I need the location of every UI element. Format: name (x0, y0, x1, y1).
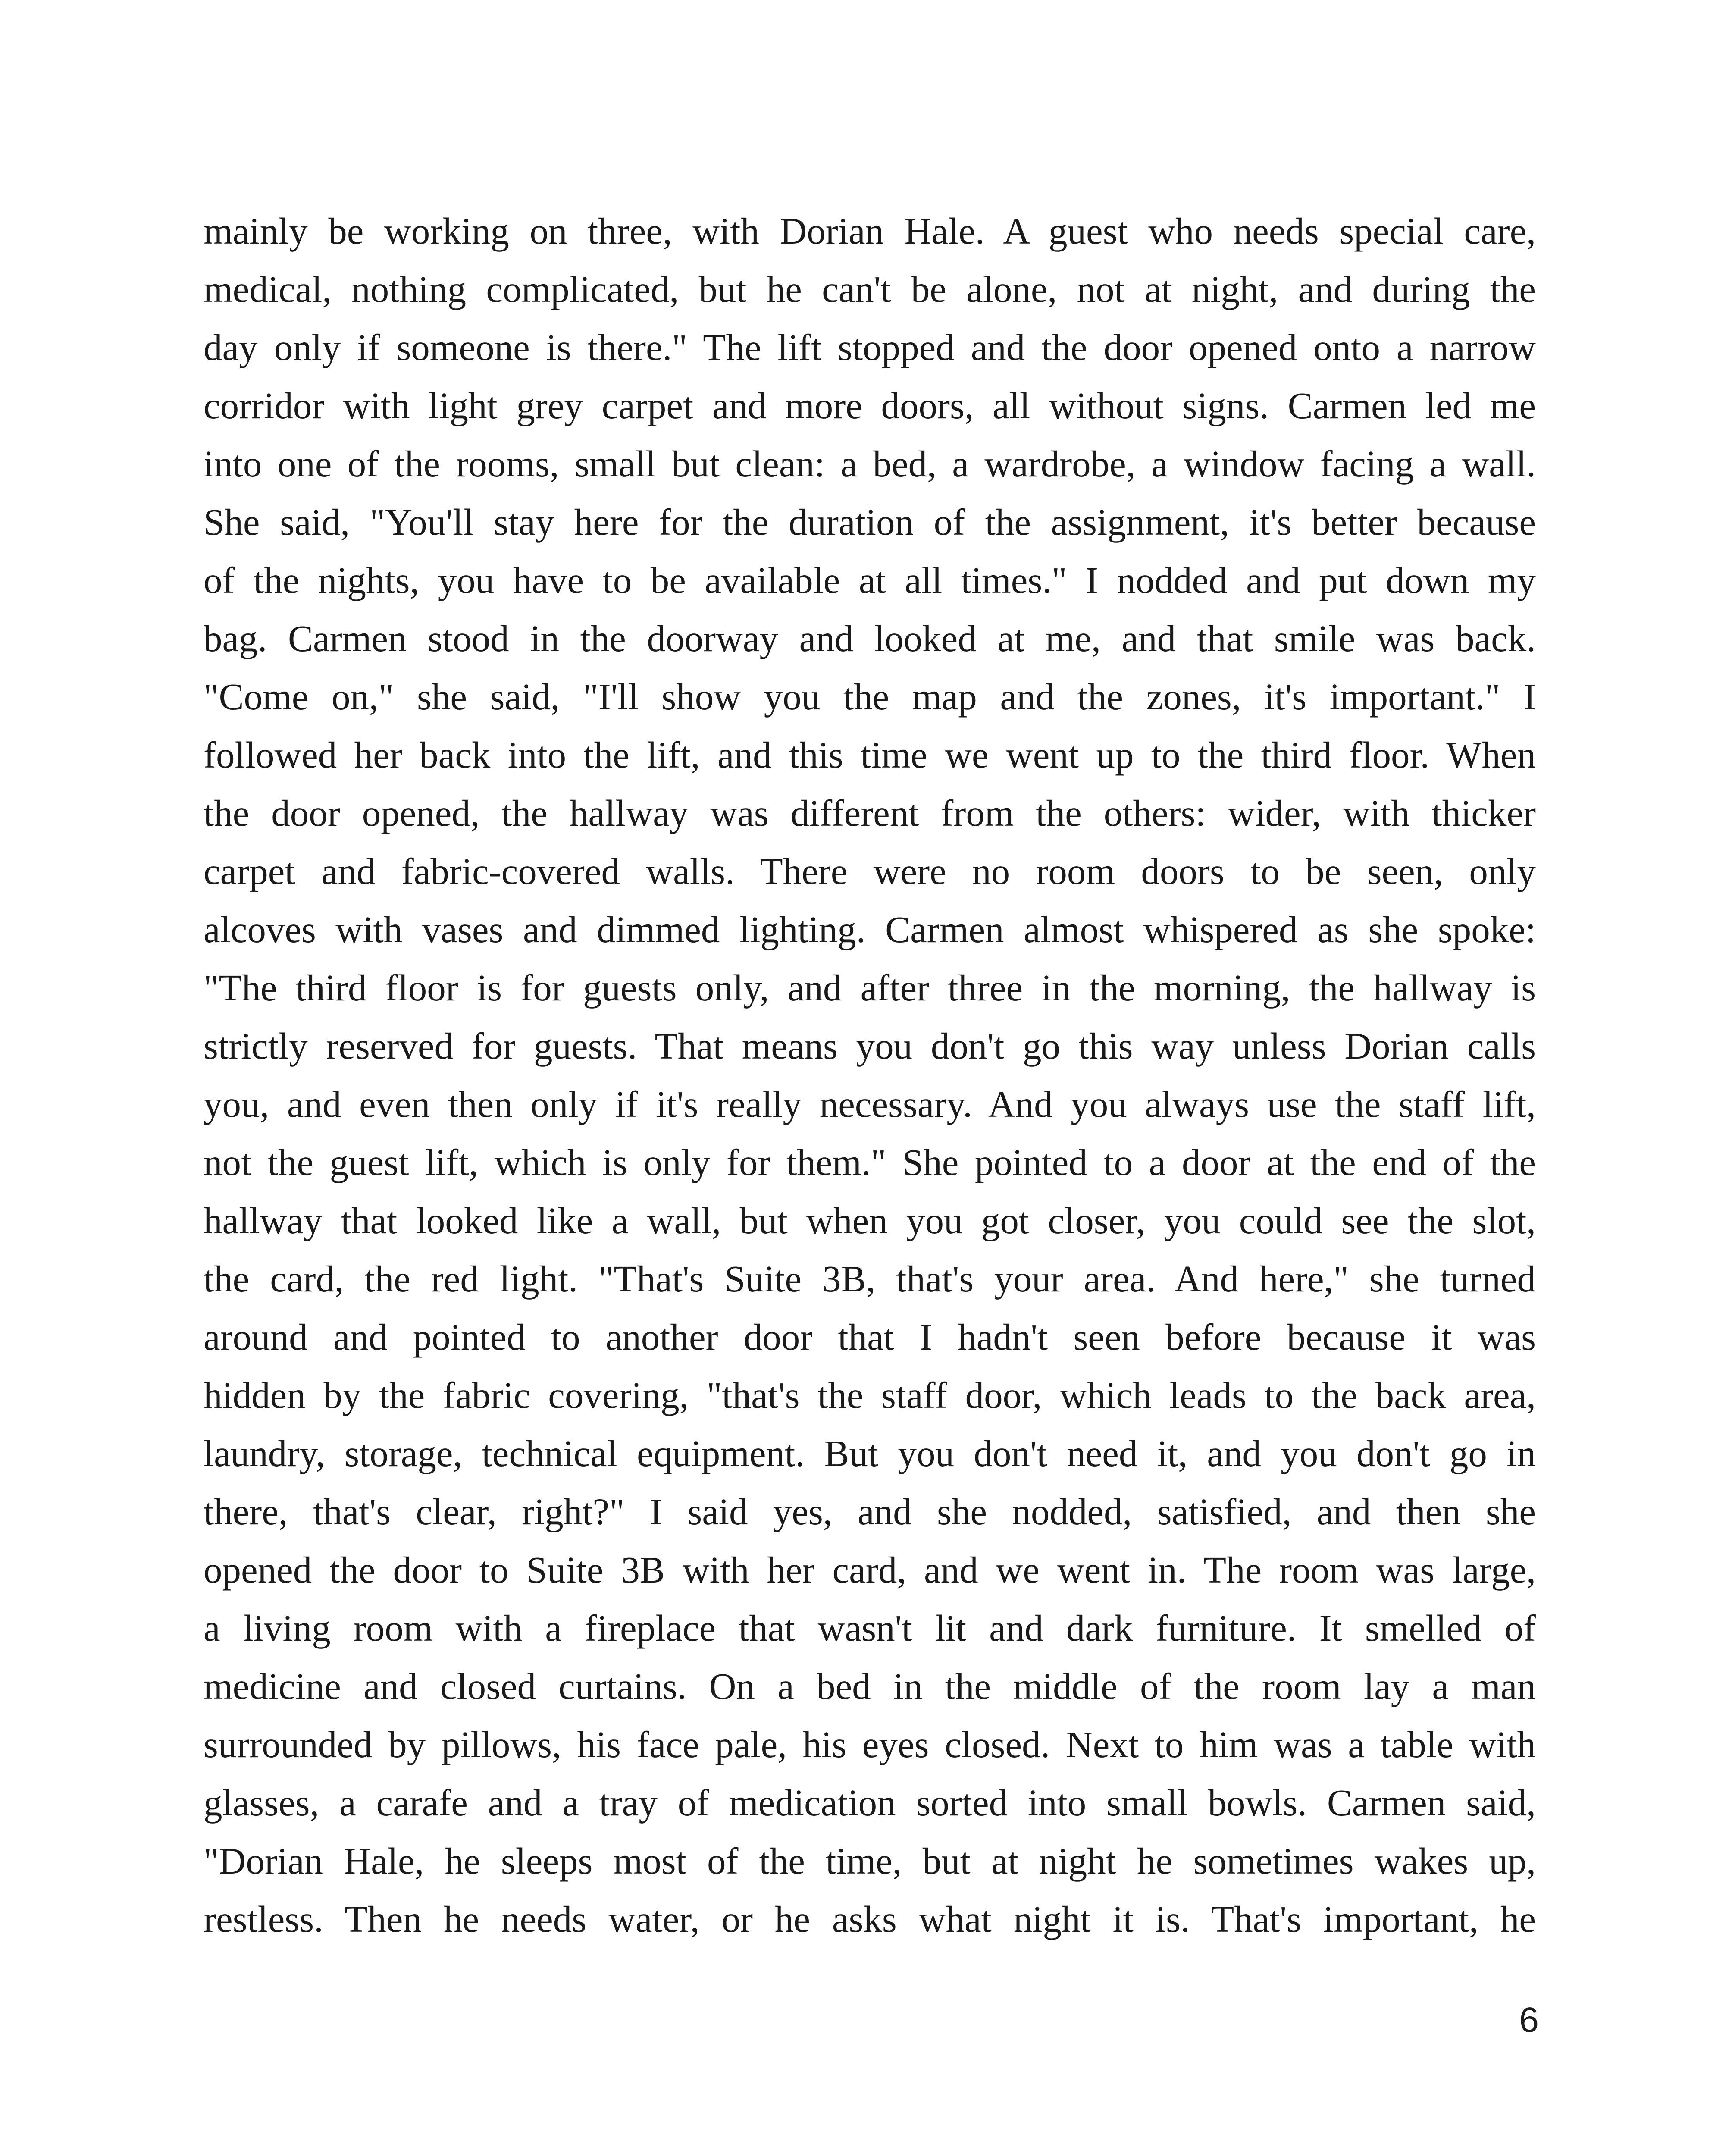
text-line: there, that's clear, right?" I said yes, and she nodded, satisfied, and then she (204, 1491, 1536, 1532)
text-line: you, and even then only if it's really necessary. And you always use the staff lift, (204, 1083, 1536, 1125)
text-line: day only if someone is there." The lift stopped and the door opened onto a narrow (204, 326, 1536, 368)
text-line: restless. Then he needs water, or he asks what night it is. That's important, he (204, 1898, 1536, 1940)
text-line: not the guest lift, which is only for them." She pointed to a door at the end of the (204, 1141, 1536, 1183)
text-line: the card, the red light. "That's Suite 3B, that's your area. And here," she turned (204, 1258, 1536, 1300)
text-line: the door opened, the hallway was different from the others: wider, with thicker (204, 792, 1536, 834)
text-line: "Come on," she said, "I'll show you the map and the zones, it's important." I (204, 676, 1536, 718)
text-line: of the nights, you have to be available at all times." I nodded and put down my (204, 559, 1536, 601)
text-line: a living room with a fireplace that wasn't lit and dark furniture. It smelled of (204, 1607, 1536, 1649)
text-line: "Dorian Hale, he sleeps most of the time, but at night he sometimes wakes up, (204, 1840, 1536, 1882)
text-line: surrounded by pillows, his face pale, his eyes closed. Next to him was a table with (204, 1724, 1536, 1765)
text-line: into one of the rooms, small but clean: a bed, a wardrobe, a window facing a wall. (204, 443, 1536, 485)
text-line: around and pointed to another door that I hadn't seen before because it was (204, 1316, 1536, 1358)
page-number: 6 (1519, 2000, 1539, 2040)
text-line: laundry, storage, technical equipment. But you don't need it, and you don't go in (204, 1432, 1536, 1474)
text-line: She said, "You'll stay here for the duration of the assignment, it's better because (204, 501, 1536, 543)
text-line: "The third floor is for guests only, and after three in the morning, the hallway is (204, 967, 1536, 1009)
text-line: hallway that looked like a wall, but when you got closer, you could see the slot, (204, 1200, 1536, 1241)
text-line: corridor with light grey carpet and more doors, all without signs. Carmen led me (204, 385, 1536, 426)
text-line: opened the door to Suite 3B with her card, and we went in. The room was large, (204, 1549, 1536, 1591)
text-line: glasses, a carafe and a tray of medication sorted into small bowls. Carmen said, (204, 1782, 1536, 1824)
text-line: medical, nothing complicated, but he can't be alone, not at night, and during the (204, 268, 1536, 310)
body-text (204, 202, 1536, 1948)
text-line: carpet and fabric-covered walls. There were no room doors to be seen, only (204, 850, 1536, 892)
text-line: bag. Carmen stood in the doorway and looked at me, and that smile was back. (204, 617, 1536, 659)
text-line: medicine and closed curtains. On a bed in the middle of the room lay a man (204, 1665, 1536, 1707)
text-line: hidden by the fabric covering, "that's the staff door, which leads to the back area, (204, 1374, 1536, 1416)
text-line: strictly reserved for guests. That means you don't go this way unless Dorian calls (204, 1025, 1536, 1067)
text-line: alcoves with vases and dimmed lighting. Carmen almost whispered as she spoke: (204, 909, 1536, 950)
text-line: mainly be working on three, with Dorian Hale. A guest who needs special care, (204, 210, 1536, 252)
text-line: followed her back into the lift, and this time we went up to the third floor. When (204, 734, 1536, 776)
